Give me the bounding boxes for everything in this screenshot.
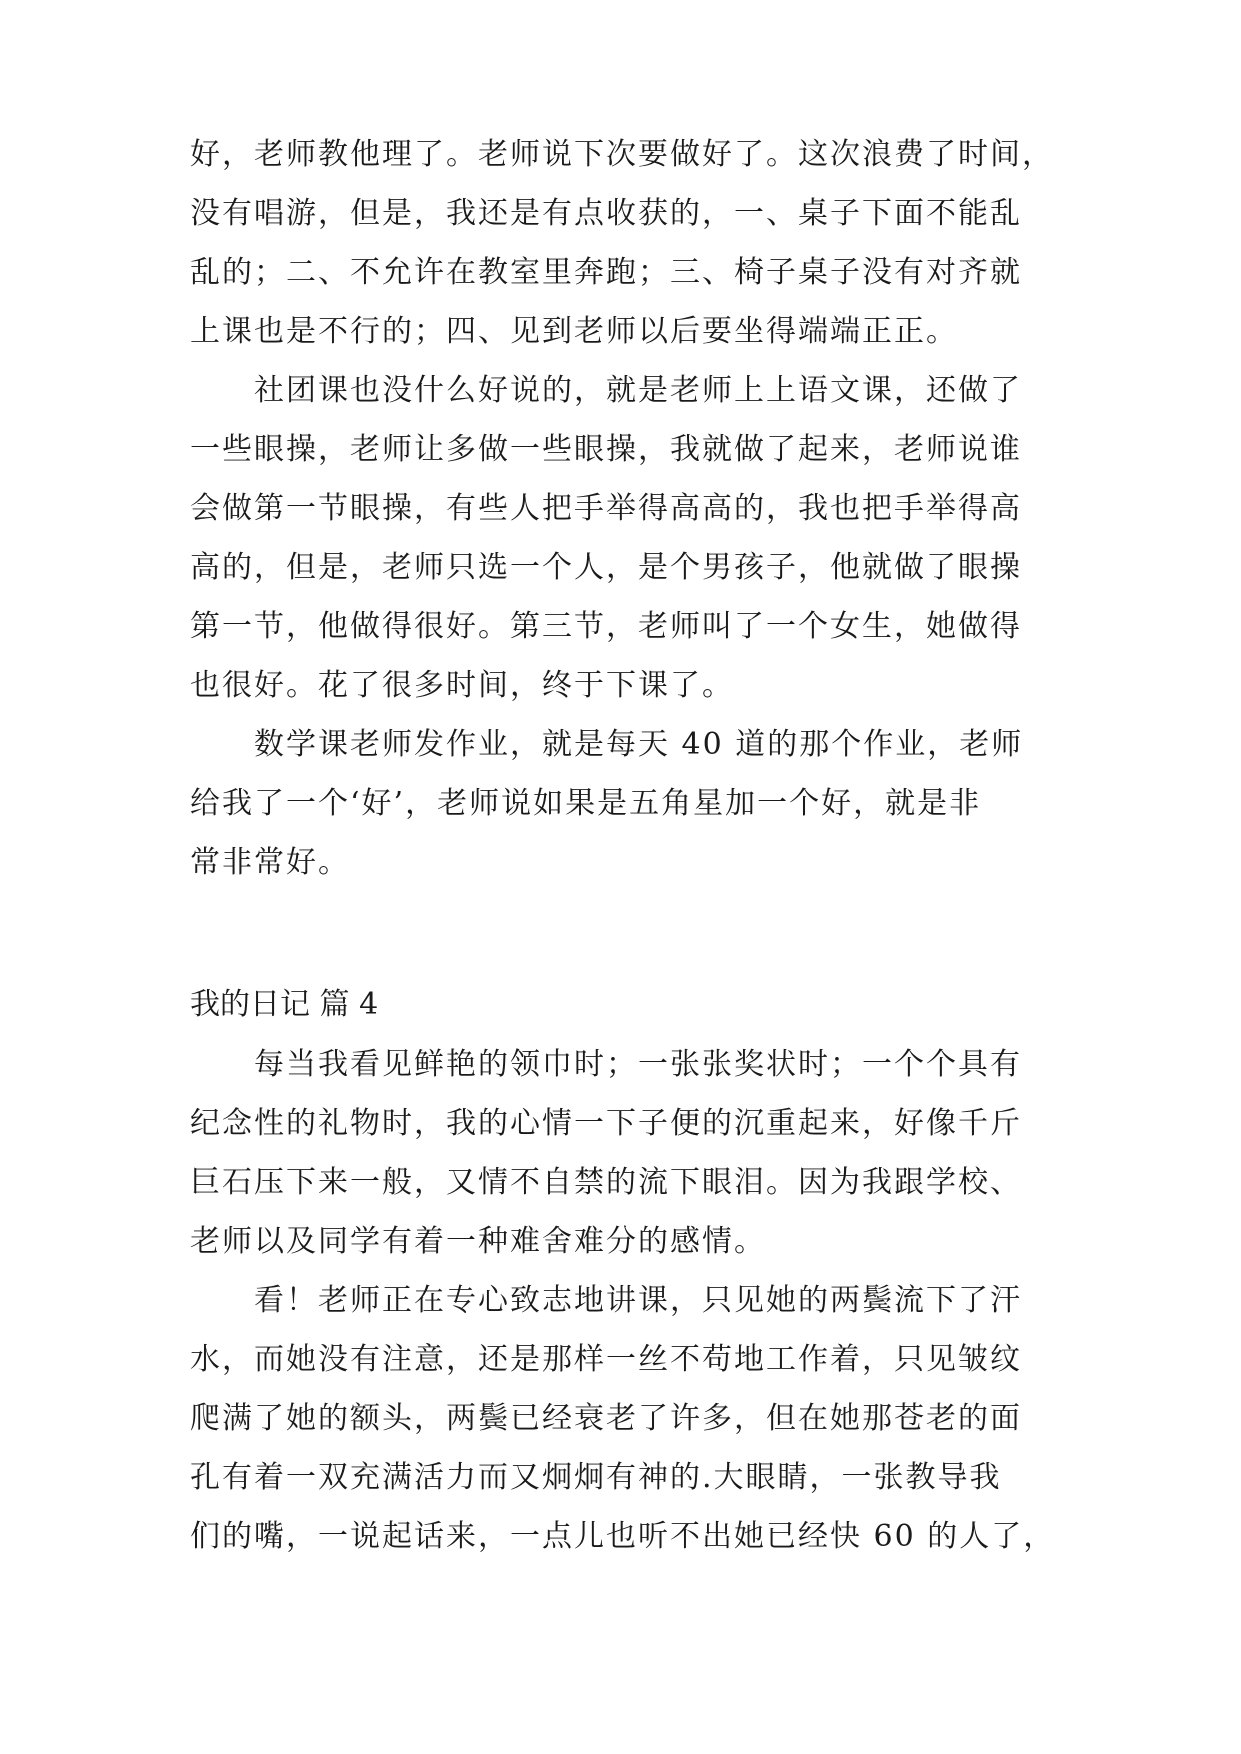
paragraph-line: 每当我看见鲜艳的领巾时；一张张奖状时；一个个具有 <box>190 1047 1022 1082</box>
paragraph-line: 上课也是不行的；四、见到老师以后要坐得端端正正。 <box>190 314 958 349</box>
text-block-top <box>190 125 1060 892</box>
paragraph-line: 社团课也没什么好说的，就是老师上上语文课，还做了 <box>190 373 1022 408</box>
paragraph-line: 常非常好。 <box>190 845 350 880</box>
paragraph-line: 水，而她没有注意，还是那样一丝不苟地工作着，只见皱纹 <box>190 1342 1022 1377</box>
paragraph-line: 好，老师教他理了。老师说下次要做好了。这次浪费了时间， <box>190 137 1054 172</box>
paragraph-line: 巨石压下来一般，又情不自禁的流下眼泪。因为我跟学校、 <box>190 1165 1022 1200</box>
paragraph-line: 们的嘴，一说起话来，一点儿也听不出她已经快 60 的人了， <box>190 1519 1056 1554</box>
paragraph-line: 第一节，他做得很好。第三节，老师叫了一个女生，她做得 <box>190 609 1022 644</box>
paragraph-line: 看！老师正在专心致志地讲课，只见她的两鬓流下了汗 <box>190 1283 1022 1318</box>
paragraph-line: 高的，但是，老师只选一个人，是个男孩子，他就做了眼操 <box>190 550 1022 585</box>
paragraph-line: 也很好。花了很多时间，终于下课了。 <box>190 668 734 703</box>
paragraph-line: 没有唱游，但是，我还是有点收获的，一、桌子下面不能乱 <box>190 196 1022 231</box>
paragraph-line: 老师以及同学有着一种难舍难分的感情。 <box>190 1224 766 1259</box>
paragraph-line: 给我了一个‘好’，老师说如果是五角星加一个好，就是非 <box>190 786 982 821</box>
paragraph-line: 乱的；二、不允许在教室里奔跑；三、椅子桌子没有对齐就 <box>190 255 1022 290</box>
paragraph-line: 爬满了她的额头，两鬓已经衰老了许多，但在她那苍老的面 <box>190 1401 1022 1436</box>
paragraph-line: 数学课老师发作业，就是每天 40 道的那个作业，老师 <box>190 727 1024 762</box>
paragraph-line: 纪念性的礼物时，我的心情一下子便的沉重起来，好像千斤 <box>190 1106 1022 1141</box>
paragraph-line: 会做第一节眼操，有些人把手举得高高的，我也把手举得高 <box>190 491 1022 526</box>
paragraph-line: 一些眼操，老师让多做一些眼操，我就做了起来，老师说谁 <box>190 432 1022 467</box>
text-block-bottom <box>190 1035 1060 1566</box>
paragraph-line: 孔有着一双充满活力而又炯炯有神的.大眼睛，一张教导我 <box>190 1460 1002 1495</box>
section-heading: 我的日记 篇 4 <box>190 987 379 1022</box>
